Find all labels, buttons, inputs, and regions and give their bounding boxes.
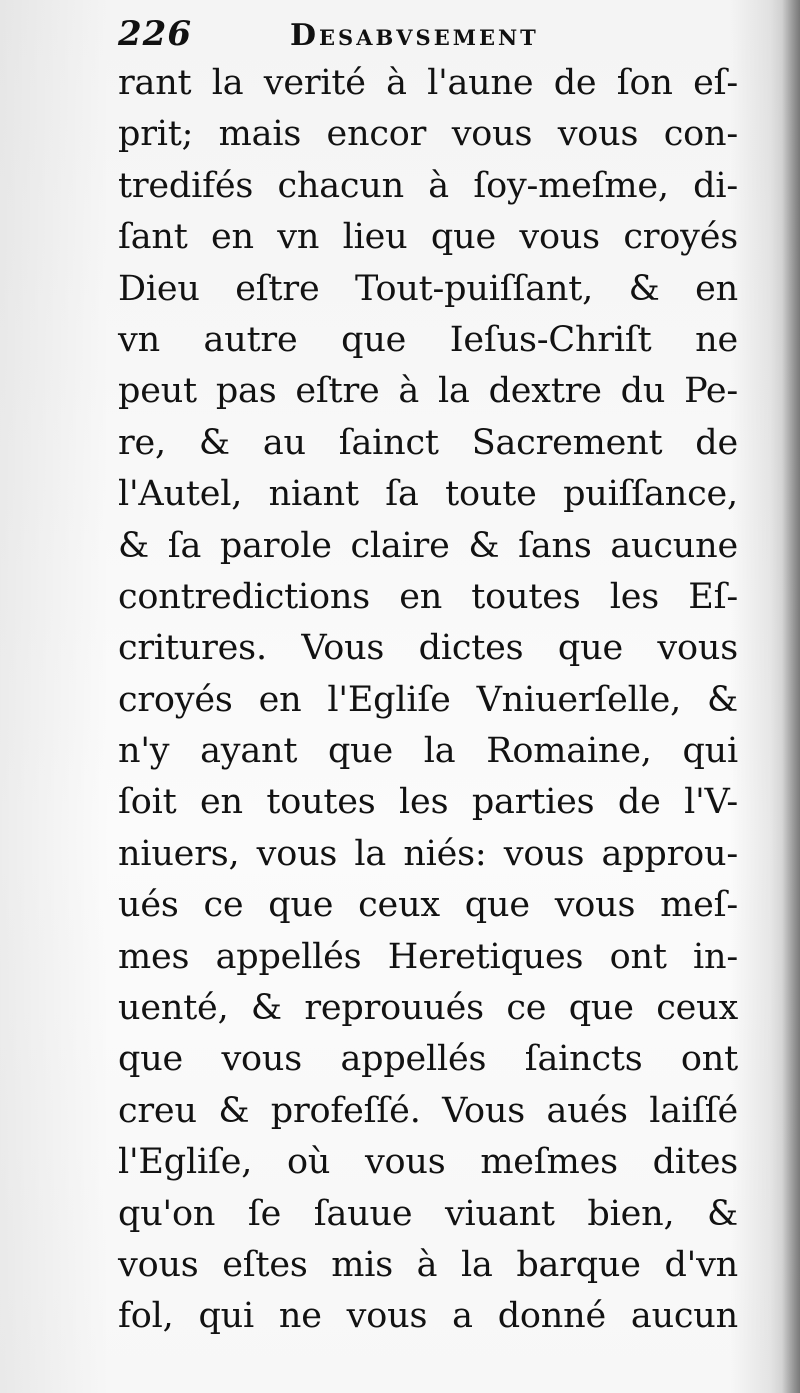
running-title: Desabvsement [290, 18, 539, 53]
text-line: mes appellés Heretiques ont in- [118, 936, 738, 977]
text-line: que vous appellés ſaincts ont [118, 1039, 738, 1080]
text-line: Dieu eſtre Tout-puiſſant, & en [118, 268, 738, 309]
text-line: re, & au ſainct Sacrement de [118, 422, 738, 463]
page-gutter-shadow [782, 0, 800, 1393]
text-line: l'Egliſe, où vous meſmes dites [118, 1142, 738, 1183]
text-line: rant la verité à l'aune de ſon eſ- [118, 63, 738, 103]
body-text [118, 58, 738, 1343]
text-line: fol, qui ne vous a donné aucun [118, 1296, 738, 1337]
text-line: uenté, & reprouués ce que ceux [118, 988, 738, 1029]
text-line: peut pas eſtre à la dextre du Pe- [118, 371, 738, 412]
text-line: qu'on ſe ſauue viuant bien, & [118, 1193, 738, 1234]
text-line: ſant en vn lieu que vous croyés [118, 217, 738, 258]
text-line: & ſa parole claire & ſans aucune [118, 525, 738, 566]
text-line: tredifés chacun à ſoy-meſme, di- [118, 165, 738, 206]
text-line: contredictions en toutes les Eſ- [118, 576, 738, 617]
running-head [118, 12, 738, 60]
text-line: prit; mais encor vous vous con- [118, 114, 738, 155]
page-number: 226 [118, 14, 192, 54]
text-line: l'Autel, niant ſa toute puiſſance, [118, 474, 738, 515]
text-line: niuers, vous la niés: vous approu- [118, 833, 738, 874]
text-line: critures. Vous dictes que vous [118, 628, 738, 669]
text-line: vous eſtes mis à la barque d'vn [118, 1244, 738, 1285]
text-line: ſoit en toutes les parties de l'V- [118, 782, 738, 823]
text-line: vn autre que Ieſus-Chriſt ne [118, 319, 738, 360]
text-line: n'y ayant que la Romaine, qui [118, 731, 738, 772]
text-line: croyés en l'Egliſe Vniuerſelle, & [118, 679, 738, 720]
text-line: ués ce que ceux que vous meſ- [118, 885, 738, 926]
text-line: creu & profeſſé. Vous aués laiſſé [118, 1090, 738, 1131]
